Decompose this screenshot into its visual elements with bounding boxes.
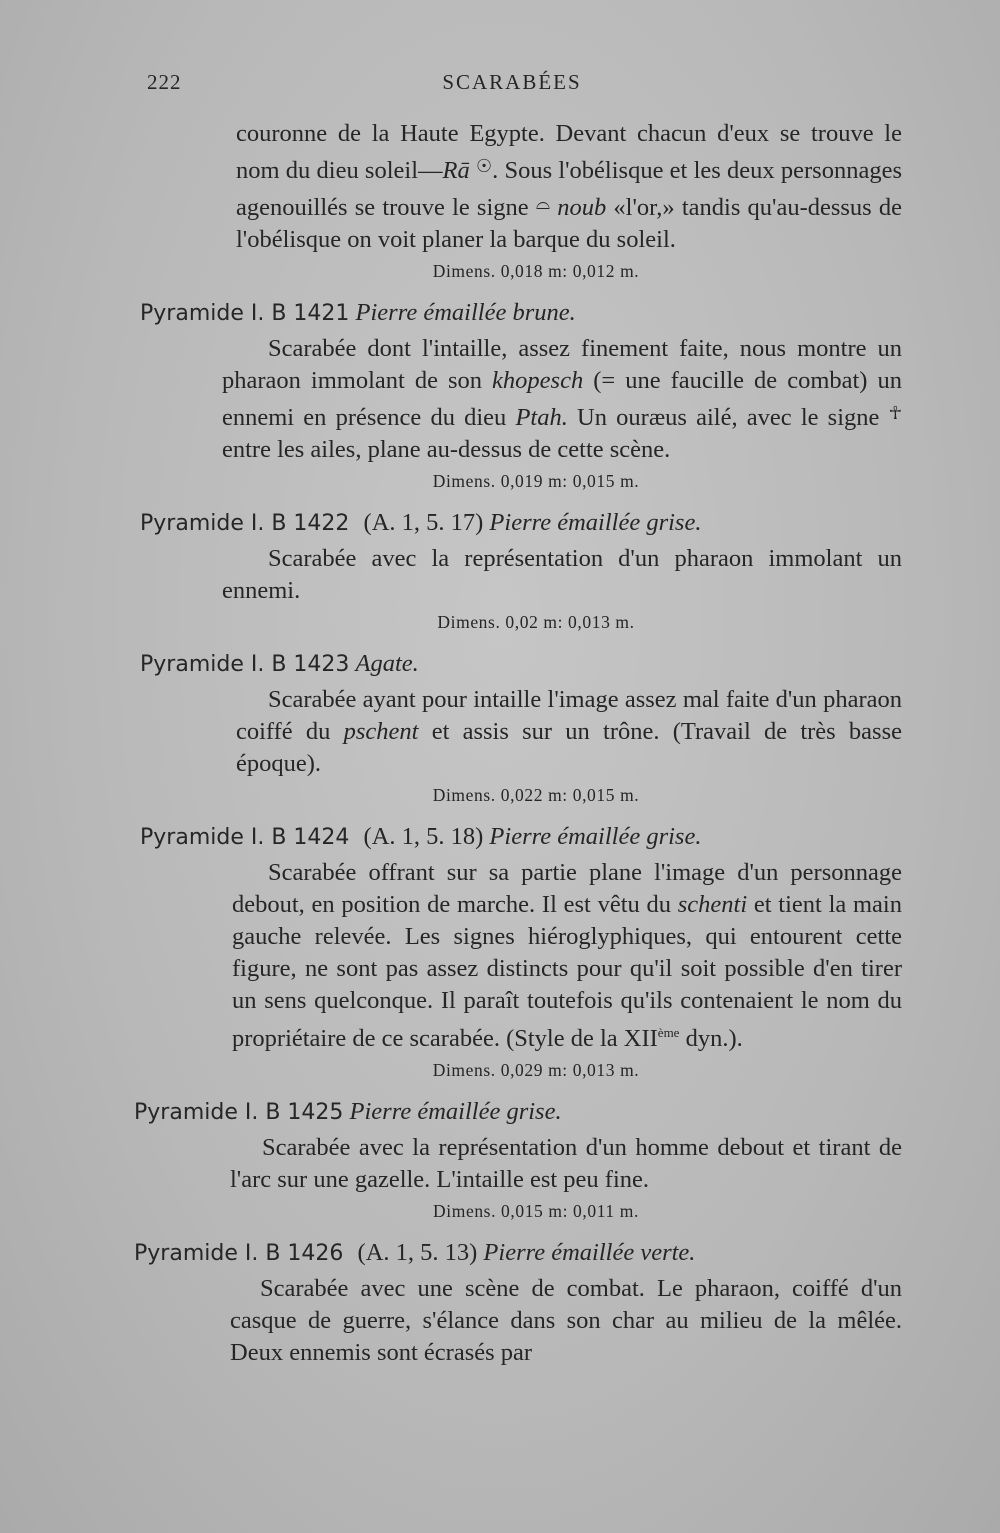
dimensions: Dimens. 0,015 m: 0,011 m. (433, 1201, 639, 1222)
dimensions: Dimens. 0,022 m: 0,015 m. (432, 785, 640, 805)
dimensions: Dimens. 0,029 m: 0,013 m. (432, 1060, 640, 1081)
entry-material: Pierre émaillée grise. (349, 1098, 562, 1126)
entry-ref: Pyramide I. B 1421 (140, 301, 350, 326)
entry-description: Scarabée avec une scène de combat. Le pharaon, coiffé d'un casque de guerre, s'élance dans son char au milieu de la mêlée. Deux ennemis sont écrasés par (230, 1275, 902, 1367)
dimensions: Dimens. 0,018 m: 0,012 m. (432, 261, 640, 281)
entry-heading (134, 1095, 902, 1130)
entry-heading (140, 820, 902, 855)
intro-paragraph: couronne de la Haute Egypte. Devant chacun d'eux se trouve le nom du dieu soleil—Rā ☉. Sous l'obélisque et les deux personnages agenouillés se trouve le signe ⌓ noub «l'or,» tandis qu'au-dessus de l'obélisque on voit planer la barque du soleil. (236, 120, 902, 253)
entry-ref: Pyramide I. B 1424 (140, 825, 350, 850)
entry-material: Agate. (355, 650, 419, 677)
entry-description: Scarabée dont l'intaille, assez finement faite, nous montre un pharaon immolant de son khopesch (= une faucille de combat) un ennemi en présence du dieu Ptah. Un ouræus ailé, avec le signe ☥ entre les ailes, plane au-dessus de cette scène. (222, 335, 902, 463)
entry-description: Scarabée avec la représentation d'un pharaon immolant un ennemi. (222, 545, 902, 604)
entry-1424 (140, 820, 902, 1095)
dimensions: Dimens. 0,019 m: 0,015 m. (432, 471, 640, 491)
entry-heading (140, 296, 902, 331)
entry-description: Scarabée ayant pour intaille l'image assez mal faite d'un pharaon coiffé du pschent et assis sur un trône. (Travail de très basse époque). (236, 686, 902, 777)
page-number: 222 (147, 70, 182, 94)
entry-heading (140, 506, 902, 541)
dimensions: Dimens. 0,02 m: 0,013 m. (437, 612, 635, 632)
entry-ref: Pyramide I. B 1425 (134, 1100, 344, 1126)
entry-material: Pierre émaillée verte. (483, 1239, 696, 1267)
entry-material: Pierre émaillée grise. (489, 823, 702, 850)
entry-1425 (134, 1095, 902, 1236)
page-header (147, 70, 877, 100)
entry-1423 (140, 647, 902, 820)
entry-1421 (140, 296, 902, 506)
entry-ref: Pyramide I. B 1423 (140, 652, 350, 677)
running-title: SCARABÉES (442, 70, 582, 94)
entry-heading (140, 647, 902, 682)
page-body (134, 118, 902, 1369)
entry-1426 (134, 1236, 902, 1369)
entry-description: Scarabée offrant sur sa partie plane l'image d'un personnage debout, en position de marche. Il est vêtu du schenti et tient la main gauche relevée. Les signes hiéroglyphiques, qui entourent cette figure, ne sont pas assez distincts pour qu'il soit possible d'en tirer un sens quelconque. Il paraît toutefois qu'ils contenaient le nom du propriétaire de ce scarabée. (Style de la XIIème dyn.). (232, 859, 902, 1053)
ra-sun-glyph: ☉ (475, 156, 493, 176)
entry-material: Pierre émaillée brune. (355, 299, 576, 326)
entry-citation: (A. 1, 5. 18) (363, 823, 484, 850)
entry-material: Pierre émaillée grise. (489, 509, 702, 536)
noub-glyph: ⌓ (535, 193, 551, 213)
entry-citation: (A. 1, 5. 13) (357, 1239, 478, 1267)
ankh-glyph: ☥ (888, 403, 902, 423)
entry-ref: Pyramide I. B 1426 (134, 1241, 344, 1267)
entry-description: Scarabée avec la représentation d'un homme debout et tirant de l'arc sur une gazelle. L'intaille est peu fine. (230, 1134, 902, 1194)
entry-heading (134, 1236, 902, 1271)
entry-1422 (140, 506, 902, 647)
entry-citation: (A. 1, 5. 17) (363, 509, 484, 536)
entry-ref: Pyramide I. B 1422 (140, 511, 350, 536)
